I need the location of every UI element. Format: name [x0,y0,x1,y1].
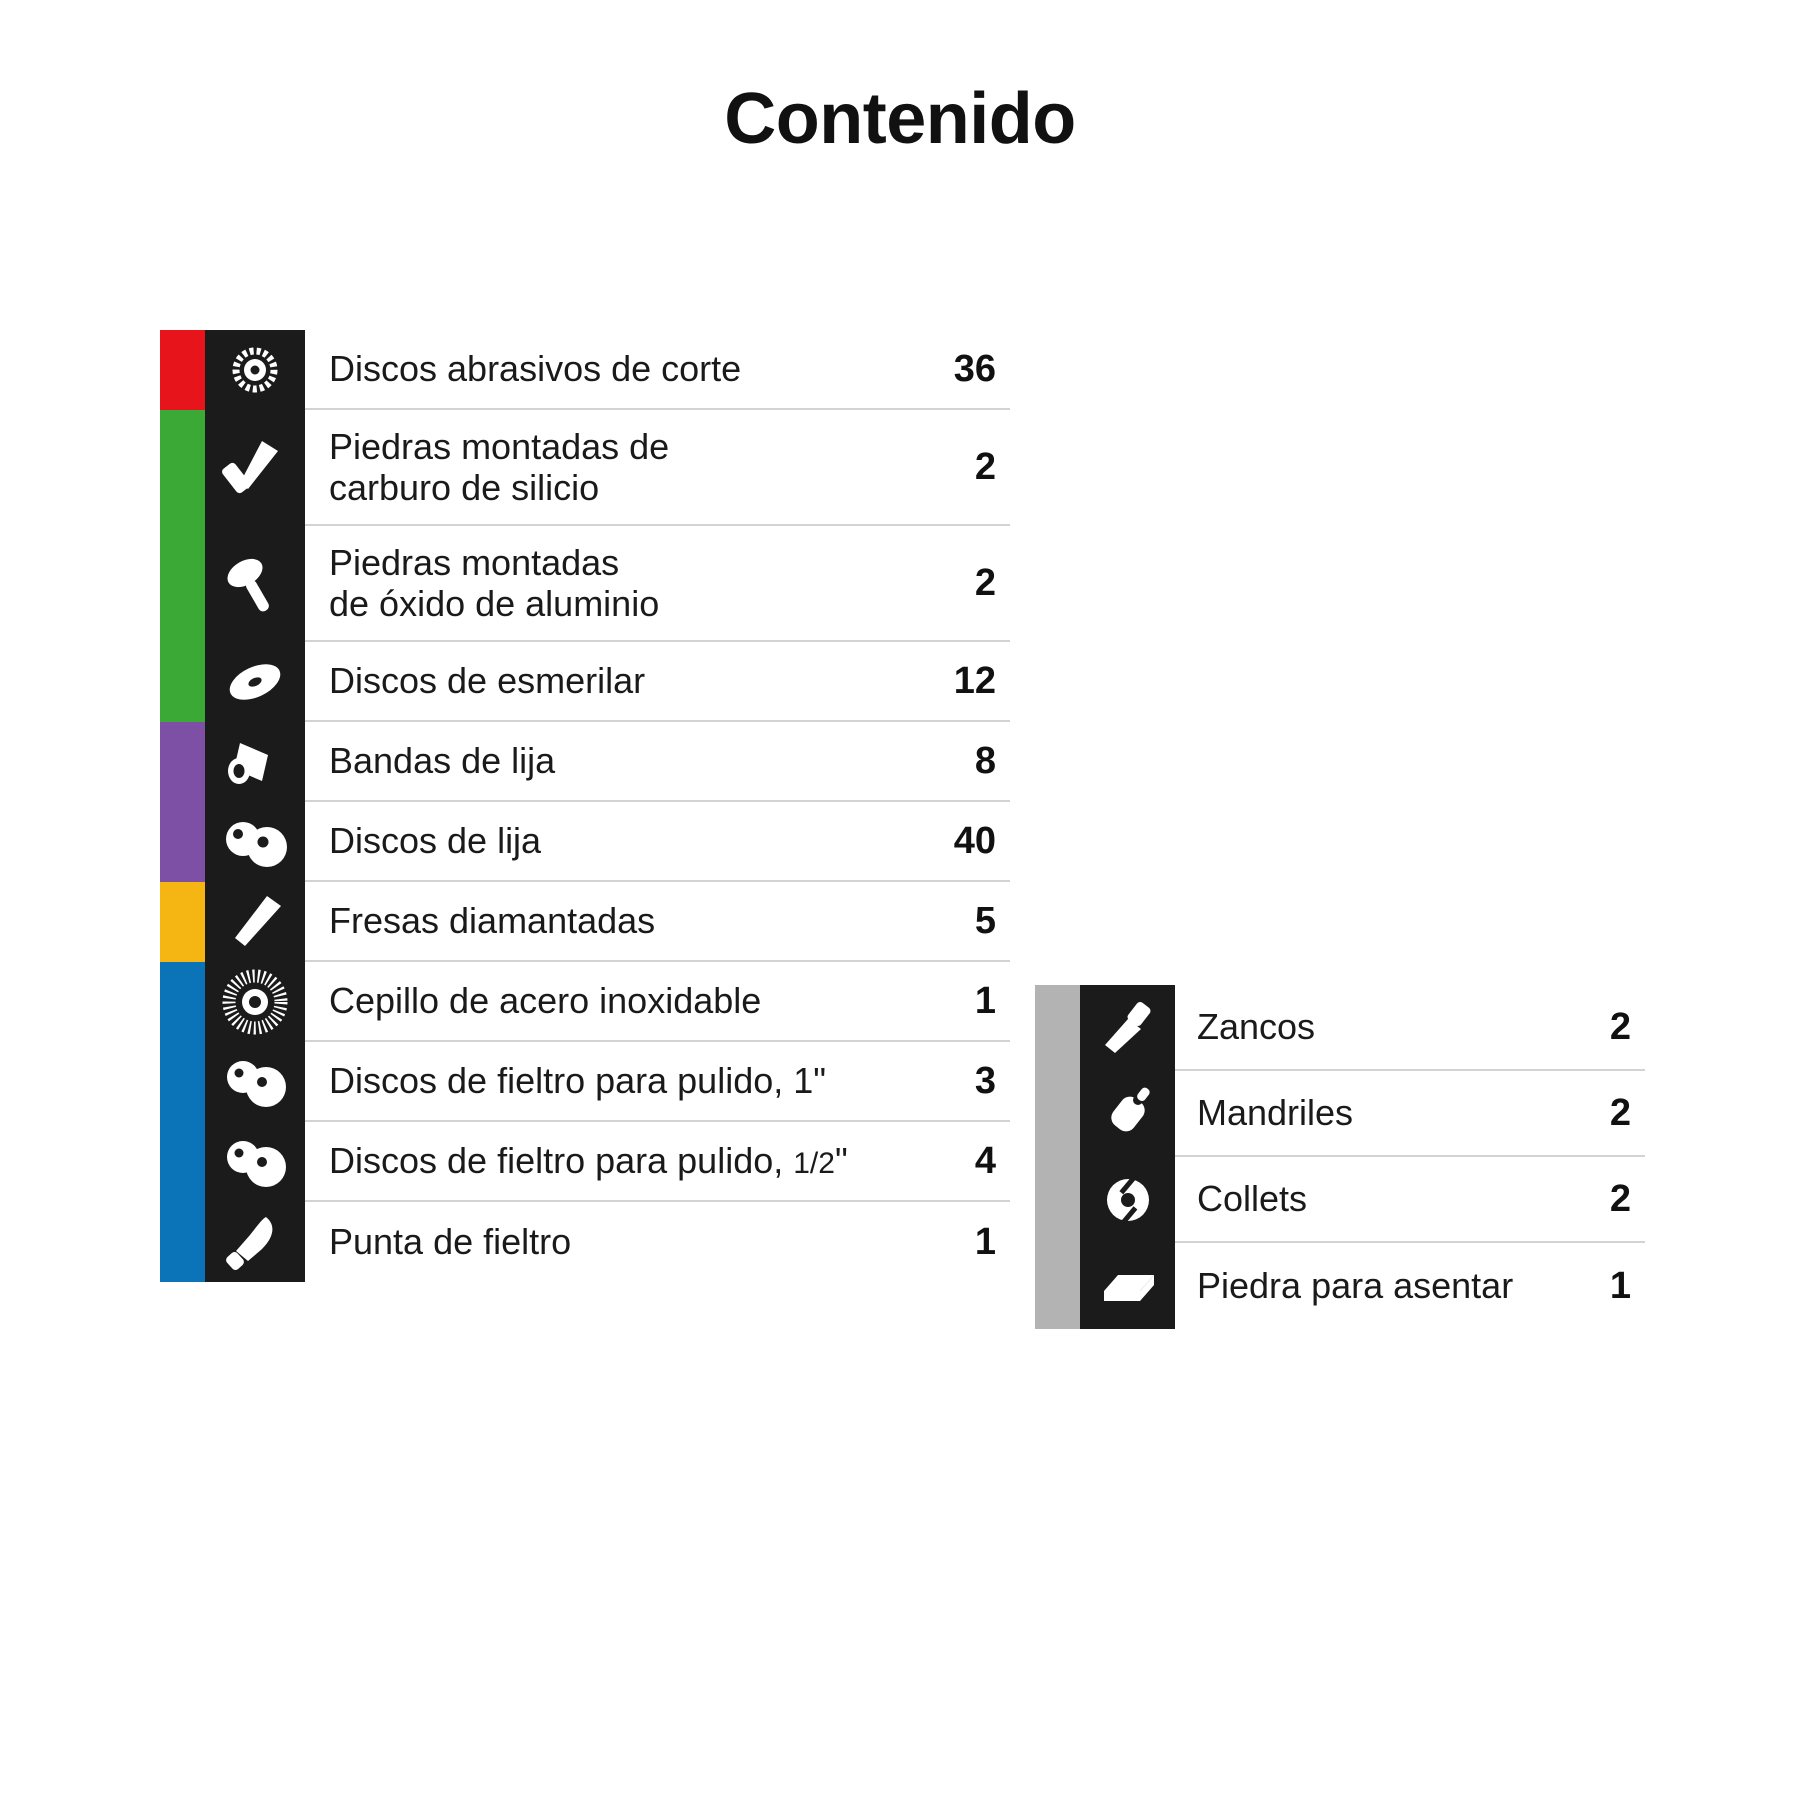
item-quantity: 1 [974,1220,996,1263]
row-content [305,526,1010,642]
table-row [160,962,1010,1042]
category-color-stripe [160,330,205,410]
row-content [305,642,1010,722]
item-quantity: 36 [953,347,996,390]
category-color-stripe [160,962,205,1042]
steel-brush-icon [205,962,305,1042]
table-row [160,642,1010,722]
item-label: Discos de fieltro para pulido, 1" [329,1060,827,1102]
item-quantity: 5 [974,899,996,942]
diamond-burr-icon [205,882,305,962]
table-row [1035,985,1645,1071]
row-content [305,1042,1010,1122]
item-quantity: 2 [974,561,996,604]
table-row [160,802,1010,882]
row-content [305,1202,1010,1282]
table-row [1035,1243,1645,1329]
category-color-stripe [1035,1243,1080,1329]
table-row [160,1202,1010,1282]
category-color-stripe [1035,985,1080,1071]
item-label: Discos de lija [329,820,542,862]
row-content [1175,1071,1645,1157]
felt-disc-1-icon [205,1042,305,1122]
row-content [1175,985,1645,1071]
item-label: Collets [1197,1178,1308,1220]
category-color-stripe [160,1042,205,1122]
contents-table-main [160,330,1010,1282]
item-quantity: 40 [953,819,996,862]
category-color-stripe [160,1122,205,1202]
row-content [305,1122,1010,1202]
item-label: Zancos [1197,1006,1316,1048]
sanding-band-icon [205,722,305,802]
felt-disc-half-icon [205,1122,305,1202]
item-label: Piedras montadas de carburo de silicio [329,425,670,508]
item-label: Mandriles [1197,1092,1354,1134]
contents-table-accessories [1035,985,1645,1329]
category-color-stripe [160,410,205,526]
category-color-stripe [160,882,205,962]
mounted-stone-alox-icon [205,526,305,642]
table-row [160,526,1010,642]
felt-point-icon [205,1202,305,1282]
row-content [305,962,1010,1042]
cutting-disc-icon [205,330,305,410]
sanding-disc-icon [205,802,305,882]
row-content [305,882,1010,962]
table-row [160,722,1010,802]
category-color-stripe [160,1202,205,1282]
item-quantity: 2 [1609,1005,1631,1048]
row-content [1175,1157,1645,1243]
table-row [160,330,1010,410]
item-quantity: 4 [974,1139,996,1182]
item-label: Discos de fieltro para pulido, 1/2" [329,1140,848,1182]
category-color-stripe [160,802,205,882]
row-content [305,802,1010,882]
item-label: Piedra para asentar [1197,1265,1514,1307]
item-quantity: 1 [1609,1264,1631,1307]
category-color-stripe [1035,1071,1080,1157]
category-color-stripe [160,642,205,722]
item-label: Piedras montadas de óxido de aluminio [329,541,660,624]
table-row [1035,1157,1645,1243]
category-color-stripe [1035,1157,1080,1243]
item-label: Cepillo de acero inoxidable [329,980,762,1022]
item-quantity: 2 [1609,1177,1631,1220]
item-label: Punta de fieltro [329,1221,572,1263]
item-label: Fresas diamantadas [329,900,656,942]
row-content [305,722,1010,802]
item-label: Discos abrasivos de corte [329,348,742,390]
row-content [305,330,1010,410]
item-quantity: 1 [974,979,996,1022]
item-label: Bandas de lija [329,740,556,782]
item-quantity: 2 [974,445,996,488]
mounted-stone-sic-icon [205,410,305,526]
table-row [160,410,1010,526]
honing-stone-icon [1080,1243,1175,1329]
collet-icon [1080,1157,1175,1243]
shank-icon [1080,985,1175,1071]
item-quantity: 2 [1609,1091,1631,1134]
row-content [1175,1243,1645,1329]
grinding-disc-icon [205,642,305,722]
table-row [1035,1071,1645,1157]
page-title: Contenido [724,79,1076,159]
category-color-stripe [160,722,205,802]
row-content [305,410,1010,526]
item-quantity: 12 [953,659,996,702]
item-quantity: 3 [974,1059,996,1102]
table-row [160,1042,1010,1122]
mandrel-icon [1080,1071,1175,1157]
item-label: Discos de esmerilar [329,660,646,702]
item-quantity: 8 [974,739,996,782]
table-row [160,1122,1010,1202]
table-row [160,882,1010,962]
category-color-stripe [160,526,205,642]
